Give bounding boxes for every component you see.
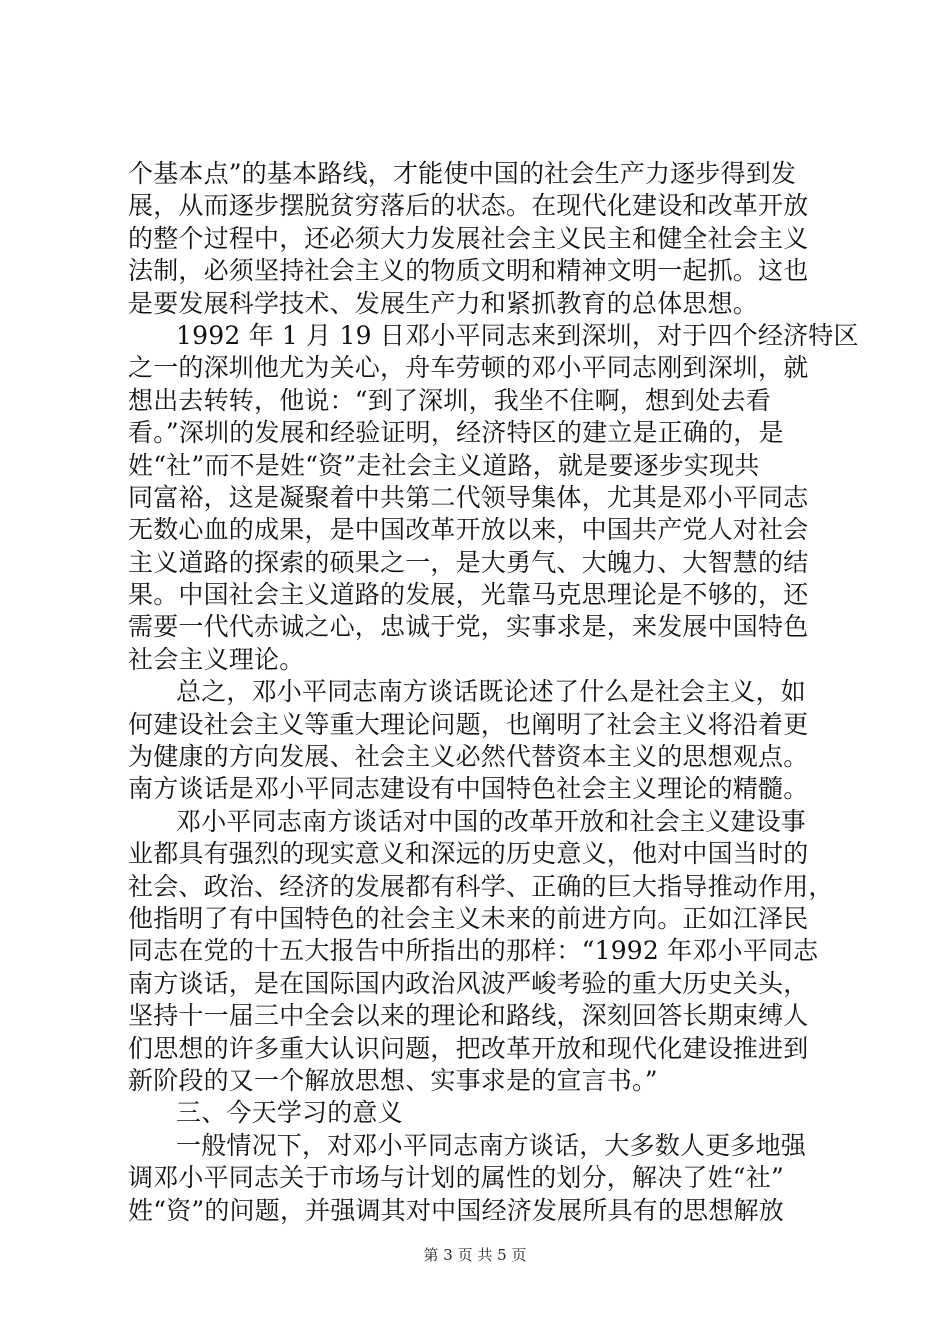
page-footer <box>0 1245 950 1265</box>
text-line: 法制，必须坚持社会主义的物质文明和精神文明一起抓。这也 <box>128 256 809 286</box>
text-line: 何建设社会主义等重大理论问题，也阐明了社会主义将沿着更 <box>128 709 809 739</box>
text-line: 看。”深圳的发展和经验证明，经济特区的建立是正确的，是 <box>128 418 784 448</box>
text-line: 姓“资”的问题，并强调其对中国经济发展所具有的思想解放 <box>128 1195 784 1225</box>
text-line: 需要一代代赤诚之心，忠诚于党，实事求是，来发展中国特色 <box>128 612 809 642</box>
text-line: 们思想的许多重大认识问题，把改革开放和现代化建设推进到 <box>128 1033 809 1063</box>
document-body <box>128 158 859 1227</box>
paragraph-start-line: 总之，邓小平同志南方谈话既论述了什么是社会主义，如 <box>176 677 807 707</box>
text-line: 调邓小平同志关于市场与计划的属性的划分，解决了姓“社” <box>128 1163 784 1193</box>
text-line: 为健康的方向发展、社会主义必然代替资本主义的思想观点。 <box>128 742 809 772</box>
text-line: 主义道路的探索的硕果之一，是大勇气、大魄力、大智慧的结 <box>128 547 809 577</box>
text-line: 坚持十一届三中全会以来的理论和路线，深刻回答长期束缚人 <box>128 1001 809 1031</box>
text-line: 的整个过程中，还必须大力发展社会主义民主和健全社会主义 <box>128 223 809 253</box>
text-line: 新阶段的又一个解放思想、实事求是的宣言书。” <box>128 1065 658 1095</box>
text-line: 业都具有强烈的现实意义和深远的历史意义，他对中国当时的 <box>128 839 809 869</box>
paragraph-start-line: 1992 年 1 月 19 日邓小平同志来到深圳，对于四个经济特区 <box>176 320 859 350</box>
text-line: 是要发展科学技术、发展生产力和紧抓教育的总体思想。 <box>128 288 759 318</box>
section-heading: 三、今天学习的意义 <box>176 1098 403 1128</box>
paragraph-start-line: 一般情况下，对邓小平同志南方谈话，大多数人更多地强 <box>176 1130 807 1160</box>
page-number: 第 3 页 共 5 页 <box>423 1246 527 1264</box>
text-line: 南方谈话是邓小平同志建设有中国特色社会主义理论的精髓。 <box>128 774 809 804</box>
text-line: 同志在党的十五大报告中所指出的那样：“1992 年邓小平同志 <box>128 936 819 966</box>
text-line: 展，从而逐步摆脱贫穷落后的状态。在现代化建设和改革开放 <box>128 191 809 221</box>
text-line: 无数心血的成果，是中国改革开放以来，中国共产党人对社会 <box>128 515 809 545</box>
text-line: 社会、政治、经济的发展都有科学、正确的巨大指导推动作用， <box>128 871 834 901</box>
text-line: 南方谈话，是在国际国内政治风波严峻考验的重大历史关头， <box>128 968 809 998</box>
text-line: 同富裕，这是凝聚着中共第二代领导集体，尤其是邓小平同志 <box>128 482 809 512</box>
text-line: 他指明了有中国特色的社会主义未来的前进方向。正如江泽民 <box>128 903 809 933</box>
text-line: 个基本点”的基本路线，才能使中国的社会生产力逐步得到发 <box>128 159 797 188</box>
text-line: 之一的深圳他尤为关心，舟车劳顿的邓小平同志刚到深圳，就 <box>128 353 809 383</box>
text-line: 果。中国社会主义道路的发展，光靠马克思理论是不够的，还 <box>128 580 809 610</box>
text-line: 想出去转转，他说：“到了深圳，我坐不住啊，想到处去看 <box>128 385 771 415</box>
text-line: 社会主义理论。 <box>128 644 305 674</box>
text-line: 姓“社”而不是姓“资”走社会主义道路，就是要逐步实现共 <box>128 450 760 480</box>
paragraph-start-line: 邓小平同志南方谈话对中国的改革开放和社会主义建设事 <box>176 806 807 836</box>
